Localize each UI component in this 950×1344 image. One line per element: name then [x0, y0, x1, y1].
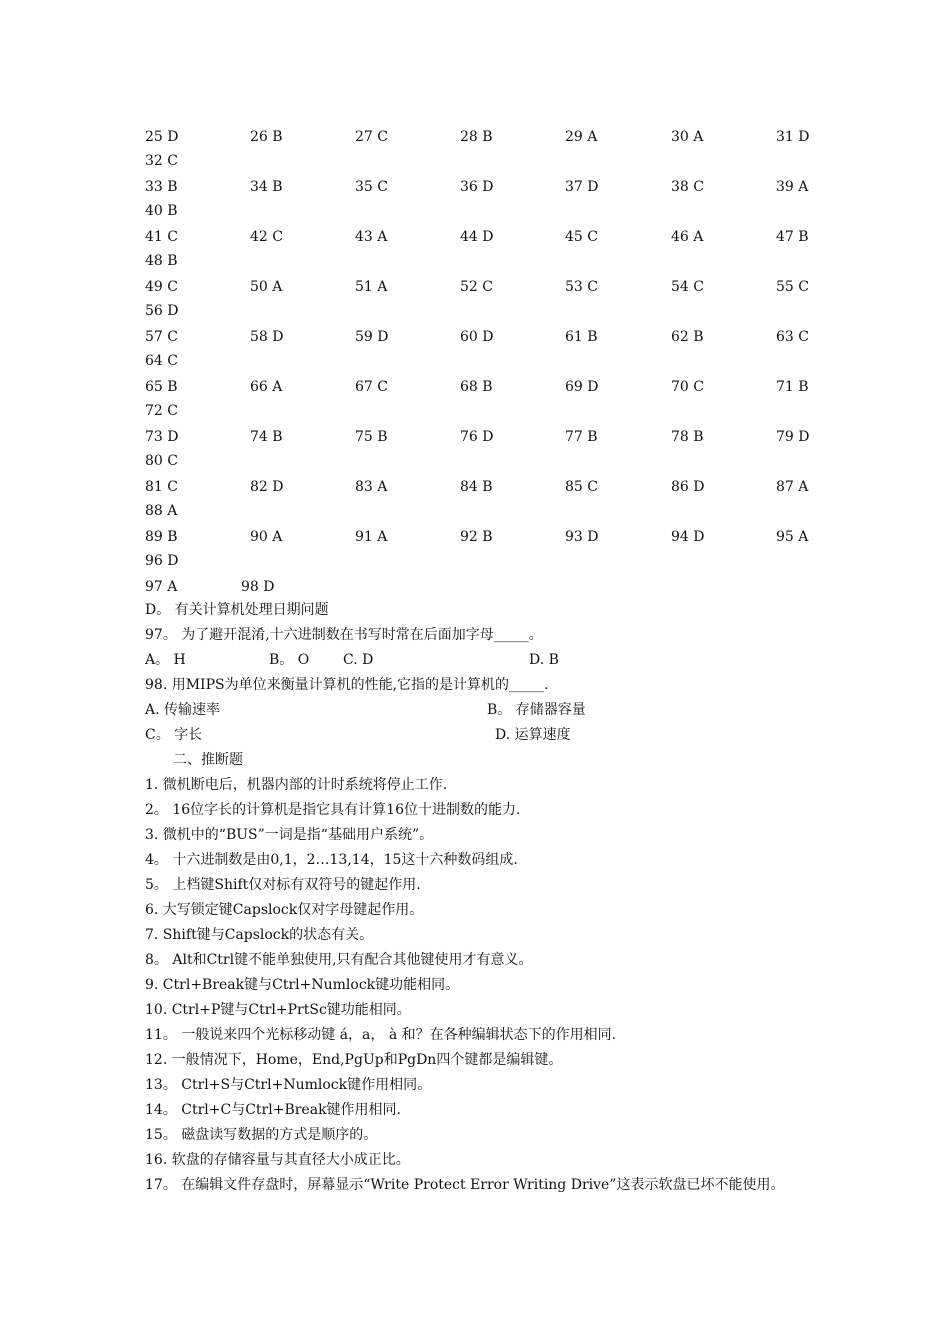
answer-cell: 57 C — [145, 329, 178, 345]
answer-row — [145, 425, 825, 475]
answer-cell: 89 B — [145, 529, 178, 545]
judgment-item: 15。 磁盘读写数据的方式是顺序的。 — [145, 1127, 378, 1143]
answer-cell: 65 B — [145, 379, 178, 395]
section-heading: 二、推断题 — [173, 752, 243, 768]
answer-cell: 54 C — [671, 279, 704, 295]
answer-cell: 73 D — [145, 429, 179, 445]
question-options — [145, 648, 815, 673]
answer-cell: 96 D — [145, 553, 179, 569]
answer-cell: 38 C — [671, 179, 704, 195]
answer-cell: 95 A — [776, 529, 809, 545]
answer-row — [145, 225, 825, 275]
judgment-item: 2。 16位字长的计算机是指它具有计算16位十进制数的能力. — [145, 802, 521, 818]
answer-row — [145, 525, 825, 575]
answer-cell: 86 D — [671, 479, 705, 495]
answer-cell: 50 A — [250, 279, 283, 295]
answer-cell: 44 D — [460, 229, 494, 245]
judgment-item: 17。 在编辑文件存盘时，屏幕显示“Write Protect Error Writing Drive”这表示软盘已坏不能使用。 — [145, 1177, 785, 1193]
answer-cell: 42 C — [250, 229, 283, 245]
answer-cell: 39 A — [776, 179, 809, 195]
answer-cell: 62 B — [671, 329, 704, 345]
judgment-item: 14。 Ctrl+C与Ctrl+Break键作用相同. — [145, 1102, 401, 1118]
option-a: A。 H — [145, 652, 186, 668]
answer-cell: 37 D — [565, 179, 599, 195]
answer-cell: 49 C — [145, 279, 178, 295]
answer-cell: 59 D — [355, 329, 389, 345]
answer-cell: 75 B — [355, 429, 388, 445]
answer-cell: 53 C — [565, 279, 598, 295]
option-b: B。 O — [269, 652, 310, 668]
answer-cell: 98 D — [241, 579, 275, 595]
option-a: A. 传输速率 — [145, 702, 221, 718]
judgment-item: 16. 软盘的存储容量与其直径大小成正比。 — [145, 1152, 410, 1168]
answer-cell: 51 A — [355, 279, 388, 295]
answer-cell: 34 B — [250, 179, 283, 195]
option-c: C. D — [343, 652, 374, 668]
answer-cell: 58 D — [250, 329, 284, 345]
question-stem: 98. 用MIPS为单位来衡量计算机的性能,它指的是计算机的_____. — [145, 677, 549, 693]
answer-cell: 76 D — [460, 429, 494, 445]
answer-cell: 60 D — [460, 329, 494, 345]
answer-row — [145, 475, 825, 525]
judgment-item: 9. Ctrl+Break键与Ctrl+Numlock键功能相同。 — [145, 977, 460, 993]
answer-cell: 47 B — [776, 229, 809, 245]
answer-cell: 83 A — [355, 479, 388, 495]
answer-cell: 27 C — [355, 129, 388, 145]
answer-cell: 67 C — [355, 379, 388, 395]
judgment-item: 6. 大写锁定键Capslock仅对字母键起作用。 — [145, 902, 424, 918]
answer-cell: 70 C — [671, 379, 704, 395]
answer-cell: 25 D — [145, 129, 179, 145]
answer-row — [145, 125, 825, 175]
answer-grid — [145, 125, 825, 600]
answer-cell: 94 D — [671, 529, 705, 545]
answer-cell: 29 A — [565, 129, 598, 145]
answer-cell: 28 B — [460, 129, 493, 145]
answer-cell: 43 A — [355, 229, 388, 245]
question-options — [145, 698, 815, 723]
answer-cell: 31 D — [776, 129, 810, 145]
answer-cell: 71 B — [776, 379, 809, 395]
judgment-item: 5。 上档键Shift仅对标有双符号的键起作用. — [145, 877, 421, 893]
answer-cell: 55 C — [776, 279, 809, 295]
judgment-item: 4。 十六进制数是由0,1，2…13,14，15这十六种数码组成. — [145, 852, 518, 868]
answer-cell: 41 C — [145, 229, 178, 245]
answer-cell: 26 B — [250, 129, 283, 145]
answer-cell: 56 D — [145, 303, 179, 319]
answer-row — [145, 375, 825, 425]
answer-cell: 85 C — [565, 479, 598, 495]
judgment-item: 3. 微机中的“BUS”一词是指“基础用户系统”。 — [145, 827, 434, 843]
answer-cell: 63 C — [776, 329, 809, 345]
answer-cell: 30 A — [671, 129, 704, 145]
answer-cell: 66 A — [250, 379, 283, 395]
answer-cell: 52 C — [460, 279, 493, 295]
answer-cell: 81 C — [145, 479, 178, 495]
answer-cell: 84 B — [460, 479, 493, 495]
answer-cell: 78 B — [671, 429, 704, 445]
answer-cell: 40 B — [145, 203, 178, 219]
question-options — [145, 723, 815, 748]
judgment-item: 11。 一般说来四个光标移动键 á，a， à 和？在各种编辑状态下的作用相同. — [145, 1027, 617, 1043]
judgment-item: 10. Ctrl+P键与Ctrl+PrtSc键功能相同。 — [145, 1002, 411, 1018]
answer-cell: 74 B — [250, 429, 283, 445]
option-b: B。 存储器容量 — [487, 702, 586, 718]
answer-cell: 68 B — [460, 379, 493, 395]
answer-cell: 80 C — [145, 453, 178, 469]
question-stem: 97。 为了避开混淆,十六进制数在书写时常在后面加字母_____。 — [145, 627, 543, 643]
judgment-item: 12. 一般情况下，Home，End,PgUp和PgDn四个键都是编辑键。 — [145, 1052, 563, 1068]
judgment-item: 13。 Ctrl+S与Ctrl+Numlock键作用相同。 — [145, 1077, 432, 1093]
answer-cell: 35 C — [355, 179, 388, 195]
answer-row — [145, 275, 825, 325]
answer-cell: 88 A — [145, 503, 178, 519]
answer-cell: 97 A — [145, 579, 178, 595]
answer-cell: 69 D — [565, 379, 599, 395]
judgment-item: 1. 微机断电后，机器内部的计时系统将停止工作. — [145, 777, 448, 793]
option-d: D. B — [529, 652, 559, 668]
answer-cell: 82 D — [250, 479, 284, 495]
section-heading: D。 有关计算机处理日期问题 — [145, 602, 329, 618]
answer-cell: 46 A — [671, 229, 704, 245]
answer-row — [145, 175, 825, 225]
answer-cell: 32 C — [145, 153, 178, 169]
answer-cell: 79 D — [776, 429, 810, 445]
answer-cell: 72 C — [145, 403, 178, 419]
answer-cell: 64 C — [145, 353, 178, 369]
answer-cell: 33 B — [145, 179, 178, 195]
answer-cell: 45 C — [565, 229, 598, 245]
option-c: C。 字长 — [145, 727, 203, 743]
judgment-item: 8。 Alt和Ctrl键不能单独使用,只有配合其他键使用才有意义。 — [145, 952, 533, 968]
answer-cell: 36 D — [460, 179, 494, 195]
answer-cell: 93 D — [565, 529, 599, 545]
answer-cell: 91 A — [355, 529, 388, 545]
answer-cell: 77 B — [565, 429, 598, 445]
answer-cell: 48 B — [145, 253, 178, 269]
question-body — [145, 598, 815, 1198]
answer-cell: 61 B — [565, 329, 598, 345]
option-d: D. 运算速度 — [495, 727, 571, 743]
answer-cell: 92 B — [460, 529, 493, 545]
answer-row-last — [145, 575, 825, 600]
answer-row — [145, 325, 825, 375]
judgment-item: 7. Shift键与Capslock的状态有关。 — [145, 927, 374, 943]
answer-cell: 90 A — [250, 529, 283, 545]
answer-cell: 87 A — [776, 479, 809, 495]
